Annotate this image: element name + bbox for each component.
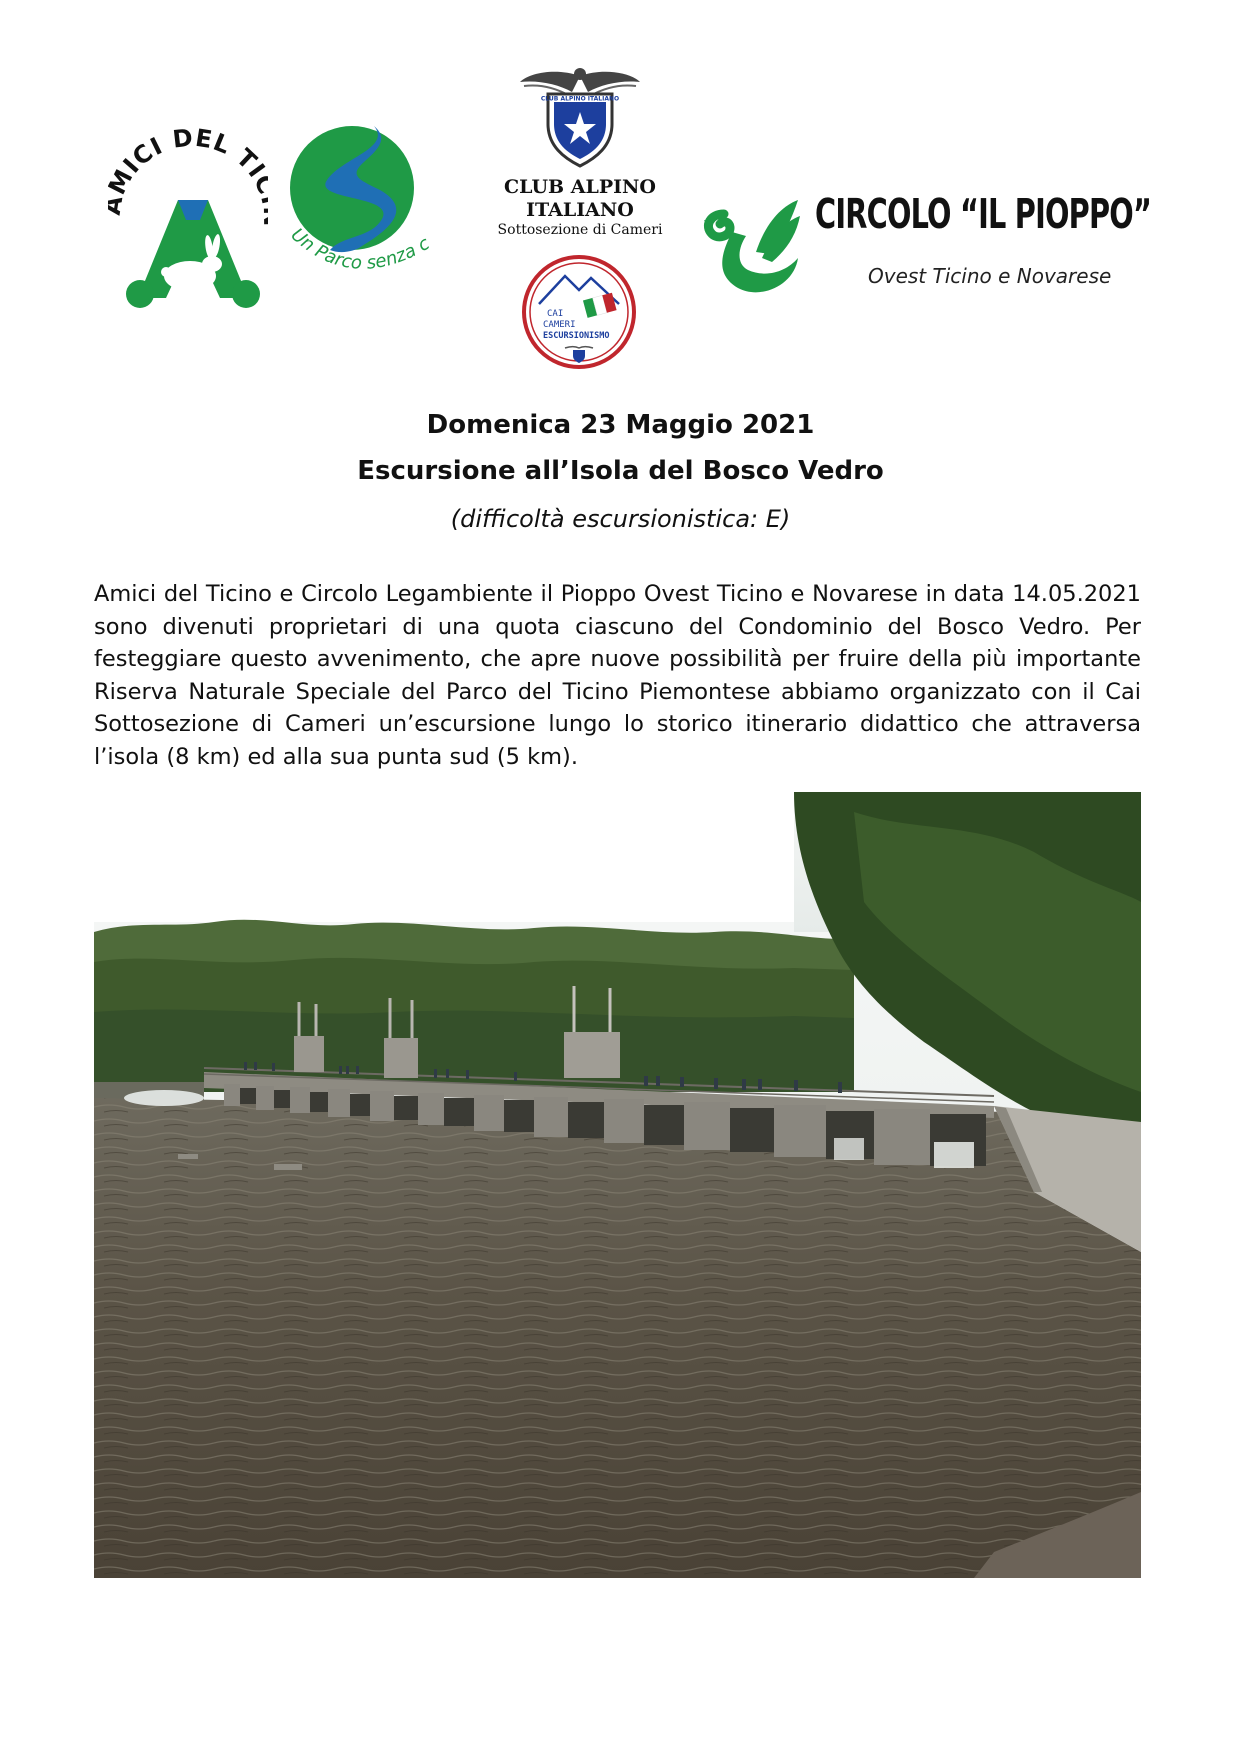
- difficulty-note: (difficoltà escursionistica: E): [450, 505, 791, 533]
- cai-subsection: Sottosezione di Cameri: [497, 221, 663, 238]
- cai-name-block: [470, 176, 690, 238]
- cai-cameri-escursionismo-logo: [521, 254, 637, 370]
- river-dam-photo: [94, 792, 1141, 1578]
- cai-name-line-2: ITALIANO: [526, 198, 634, 221]
- cai-esc-text-1: CAI: [547, 309, 564, 319]
- parco-tagline: Un Parco senza c: [286, 224, 434, 274]
- intro-paragraph: Amici del Ticino e Circolo Legambiente il Pioppo Ovest Ticino e Novarese in data 14.05.2021 sono divenuti proprietari di una quota ciascuno del Condominio del Bosco Vedro. Per festeggiare questo avvenimento, che apre nuove possibilità per fruire della più importante Riserva Naturale Speciale del Parco del Ticino Piemontese abbiamo organizzato con il Cai Sottosezione di Cameri un’escursione lungo lo storico itinerario didattico che attraversa l’isola (8 km) ed alla sua punta sud (5 km).: [94, 581, 1141, 770]
- amici-del-ticino-logo: [108, 108, 268, 308]
- cai-eagle-logo: [518, 62, 642, 172]
- circolo-pioppo-subtitle: Ovest Ticino e Novarese: [868, 264, 1112, 288]
- amici-arc-text: ICI DEL T: [117, 123, 263, 179]
- cai-badge-text: CLUB ALPINO ITALIANO: [540, 95, 620, 103]
- event-date: Domenica 23 Maggio 2021: [426, 410, 815, 440]
- swan-logo: [700, 192, 802, 296]
- parco-ticino-logo: [282, 118, 442, 290]
- cai-esc-text-2: CAMERI: [543, 320, 576, 330]
- cai-name-line-1: CLUB ALPINO: [504, 176, 656, 198]
- event-title: Escursione all’Isola del Bosco Vedro: [357, 456, 884, 486]
- circolo-pioppo-name: CIRCOLO “IL PIOPPO”: [815, 190, 1152, 238]
- cai-esc-text-3: ESCURSIONISMO: [543, 331, 610, 341]
